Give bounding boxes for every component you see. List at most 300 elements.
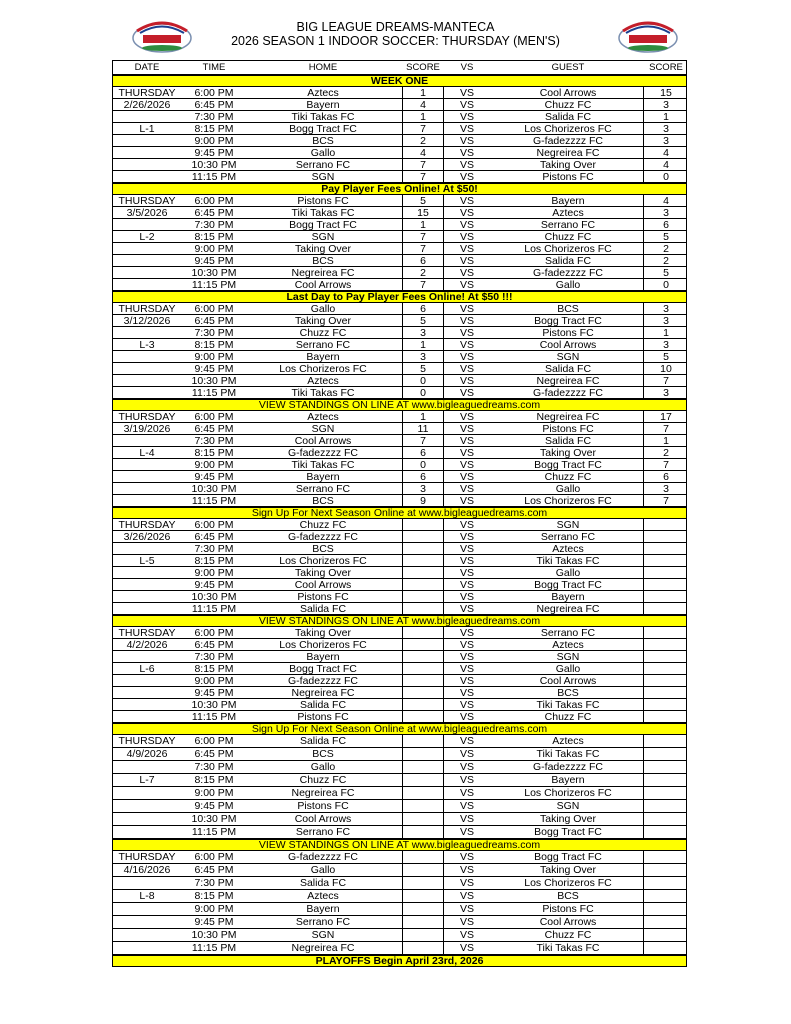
game-row xyxy=(112,363,687,375)
page-subtitle: 2026 SEASON 1 INDOOR SOCCER: THURSDAY (MEN'S) xyxy=(231,34,560,48)
guest-score: 0 xyxy=(663,279,669,291)
guest-team: Chuzz FC xyxy=(544,711,592,723)
game-row xyxy=(112,159,687,171)
vs-label: VS xyxy=(459,279,475,291)
home-team: Salida FC xyxy=(299,603,347,615)
guest-team: Bogg Tract FC xyxy=(534,826,602,838)
game-time: 9:00 PM xyxy=(194,243,234,255)
section-banner xyxy=(112,615,687,627)
vs-label: VS xyxy=(459,916,475,928)
game-time: 6:00 PM xyxy=(194,411,234,423)
game-time: 9:00 PM xyxy=(194,787,234,799)
game-row xyxy=(112,942,687,955)
home-score: 1 xyxy=(420,87,426,99)
home-score: 9 xyxy=(420,495,426,507)
playoffs-banner xyxy=(112,955,687,967)
guest-team: Serrano FC xyxy=(540,627,596,639)
game-time: 11:15 PM xyxy=(191,279,237,291)
section-banner xyxy=(112,399,687,411)
game-day: THURSDAY xyxy=(118,627,176,639)
home-score-box xyxy=(402,675,444,687)
game-row xyxy=(112,531,687,543)
game-date: 2/26/2026 xyxy=(123,99,171,111)
guest-team: SGN xyxy=(556,651,580,663)
home-score-box xyxy=(402,627,444,639)
guest-team: Los Chorizeros FC xyxy=(524,123,612,135)
home-score: 3 xyxy=(420,327,426,339)
banner-text: PLAYOFFS Begin April 23rd, 2026 xyxy=(315,955,484,967)
col-time: TIME xyxy=(202,62,226,73)
guest-team: Gallo xyxy=(555,483,581,495)
home-team: Serrano FC xyxy=(295,916,351,928)
home-score-box xyxy=(402,687,444,699)
guest-score-box xyxy=(643,543,689,555)
game-row xyxy=(112,147,687,159)
home-score-box xyxy=(402,639,444,651)
guest-team: Los Chorizeros FC xyxy=(524,877,612,889)
game-row xyxy=(112,495,687,507)
vs-label: VS xyxy=(459,435,475,447)
vs-label: VS xyxy=(459,495,475,507)
home-team: Salida FC xyxy=(299,699,347,711)
guest-score: 5 xyxy=(663,351,669,363)
vs-label: VS xyxy=(459,864,475,876)
week-label: L-5 xyxy=(139,555,155,567)
game-time: 9:45 PM xyxy=(194,800,234,812)
home-team: Taking Over xyxy=(294,567,352,579)
game-row xyxy=(112,916,687,929)
game-row xyxy=(112,591,687,603)
game-row xyxy=(112,315,687,327)
guest-score: 2 xyxy=(663,255,669,267)
home-team: Gallo xyxy=(310,147,336,159)
game-time: 11:15 PM xyxy=(191,171,237,183)
vs-label: VS xyxy=(459,363,475,375)
guest-score-box xyxy=(643,519,689,531)
guest-team: G-fadezzzz FC xyxy=(532,387,604,399)
guest-team: Bayern xyxy=(551,195,585,207)
guest-score-box xyxy=(643,800,689,813)
vs-label: VS xyxy=(459,675,475,687)
home-score-box xyxy=(402,851,444,864)
schedule-table xyxy=(112,60,687,967)
guest-team: Gallo xyxy=(555,279,581,291)
home-team: Tiki Takas FC xyxy=(291,387,355,399)
guest-team: G-fadezzzz FC xyxy=(532,761,604,773)
vs-label: VS xyxy=(459,826,475,838)
guest-team: Bayern xyxy=(551,774,585,786)
guest-team: Negreirea FC xyxy=(536,147,600,159)
game-time: 9:45 PM xyxy=(194,363,234,375)
home-team: Bogg Tract FC xyxy=(289,219,357,231)
game-row xyxy=(112,735,687,748)
vs-label: VS xyxy=(459,111,475,123)
home-team: Serrano FC xyxy=(295,159,351,171)
guest-team: Los Chorizeros FC xyxy=(524,787,612,799)
home-score: 11 xyxy=(417,423,429,435)
home-score: 6 xyxy=(420,303,426,315)
guest-team: Tiki Takas FC xyxy=(536,748,600,760)
guest-team: Negreirea FC xyxy=(536,375,600,387)
guest-team: Aztecs xyxy=(552,735,584,747)
vs-label: VS xyxy=(459,483,475,495)
game-time: 10:30 PM xyxy=(191,159,237,171)
game-date: 4/16/2026 xyxy=(123,864,171,876)
game-time: 7:30 PM xyxy=(194,543,234,555)
guest-score-box xyxy=(643,687,689,699)
game-time: 6:45 PM xyxy=(194,315,234,327)
guest-score-box xyxy=(643,591,689,603)
guest-team: Tiki Takas FC xyxy=(536,699,600,711)
home-score-box xyxy=(402,651,444,663)
game-row xyxy=(112,243,687,255)
guest-team: Salida FC xyxy=(544,435,592,447)
home-team: BCS xyxy=(312,748,334,760)
game-row xyxy=(112,567,687,579)
guest-score: 4 xyxy=(663,147,669,159)
home-team: Los Chorizeros FC xyxy=(279,555,367,567)
game-time: 10:30 PM xyxy=(191,375,237,387)
home-team: Gallo xyxy=(310,864,336,876)
game-row xyxy=(112,864,687,877)
guest-score-box xyxy=(643,579,689,591)
guest-team: Bogg Tract FC xyxy=(534,579,602,591)
game-time: 6:00 PM xyxy=(194,195,234,207)
week-label: L-1 xyxy=(139,123,155,135)
home-score-box xyxy=(402,555,444,567)
home-score: 0 xyxy=(420,387,426,399)
col-guest-score: SCORE xyxy=(649,62,683,73)
home-team: Chuzz FC xyxy=(299,327,347,339)
column-header-row xyxy=(112,60,687,75)
guest-team: Bayern xyxy=(551,591,585,603)
home-team: G-fadezzzz FC xyxy=(287,447,359,459)
guest-team: Cool Arrows xyxy=(539,87,597,99)
home-team: Taking Over xyxy=(294,315,352,327)
vs-label: VS xyxy=(459,531,475,543)
guest-team: Chuzz FC xyxy=(544,231,592,243)
guest-score: 6 xyxy=(663,471,669,483)
home-score-box xyxy=(402,877,444,890)
guest-score-box xyxy=(643,929,689,942)
section-banner xyxy=(112,75,687,87)
vs-label: VS xyxy=(459,579,475,591)
guest-score: 3 xyxy=(663,303,669,315)
guest-team: Pistons FC xyxy=(542,903,594,915)
home-score: 7 xyxy=(420,435,426,447)
game-time: 6:45 PM xyxy=(194,639,234,651)
game-row xyxy=(112,711,687,723)
home-team: SGN xyxy=(311,171,335,183)
section-banner xyxy=(112,291,687,303)
guest-score: 7 xyxy=(663,495,669,507)
guest-score-box xyxy=(643,787,689,800)
game-time: 6:00 PM xyxy=(194,519,234,531)
home-team: Tiki Takas FC xyxy=(291,207,355,219)
game-time: 8:15 PM xyxy=(194,447,234,459)
vs-label: VS xyxy=(459,207,475,219)
guest-score-box xyxy=(643,916,689,929)
game-row xyxy=(112,255,687,267)
game-row xyxy=(112,603,687,615)
game-time: 7:30 PM xyxy=(194,651,234,663)
guest-team: Pistons FC xyxy=(542,171,594,183)
home-score-box xyxy=(402,890,444,903)
home-score-box xyxy=(402,787,444,800)
game-row xyxy=(112,800,687,813)
home-score-box xyxy=(402,813,444,826)
home-score: 1 xyxy=(420,219,426,231)
game-time: 9:45 PM xyxy=(194,471,234,483)
game-row xyxy=(112,111,687,123)
vs-label: VS xyxy=(459,800,475,812)
game-time: 7:30 PM xyxy=(194,219,234,231)
game-date: 3/26/2026 xyxy=(123,531,171,543)
guest-score-box xyxy=(643,877,689,890)
guest-team: Salida FC xyxy=(544,255,592,267)
game-time: 8:15 PM xyxy=(194,890,234,902)
guest-team: Taking Over xyxy=(539,813,597,825)
game-row xyxy=(112,627,687,639)
guest-score: 3 xyxy=(663,387,669,399)
guest-score-box xyxy=(643,651,689,663)
game-row xyxy=(112,207,687,219)
home-score: 4 xyxy=(420,147,426,159)
game-time: 6:45 PM xyxy=(194,748,234,760)
home-score: 2 xyxy=(420,135,426,147)
game-row xyxy=(112,267,687,279)
game-time: 9:00 PM xyxy=(194,459,234,471)
home-score: 0 xyxy=(420,375,426,387)
home-team: Negreirea FC xyxy=(291,942,355,954)
vs-label: VS xyxy=(459,851,475,863)
home-score-box xyxy=(402,567,444,579)
game-time: 8:15 PM xyxy=(194,774,234,786)
home-team: Bayern xyxy=(306,99,340,111)
game-row xyxy=(112,579,687,591)
home-team: Negreirea FC xyxy=(291,787,355,799)
col-home: HOME xyxy=(308,62,338,73)
game-row xyxy=(112,375,687,387)
home-team: BCS xyxy=(312,543,334,555)
guest-team: Aztecs xyxy=(552,639,584,651)
guest-score: 10 xyxy=(660,363,672,375)
game-row xyxy=(112,687,687,699)
guest-score: 2 xyxy=(663,447,669,459)
banner-text: VIEW STANDINGS ON LINE AT www.bigleaguedreams.com xyxy=(258,615,541,627)
col-date: DATE xyxy=(134,62,160,73)
home-team: Serrano FC xyxy=(295,483,351,495)
home-team: Negreirea FC xyxy=(291,687,355,699)
col-score: SCORE xyxy=(406,62,440,73)
home-team: Cool Arrows xyxy=(294,435,352,447)
guest-team: Negreirea FC xyxy=(536,411,600,423)
guest-team: Bogg Tract FC xyxy=(534,315,602,327)
game-row xyxy=(112,351,687,363)
vs-label: VS xyxy=(459,447,475,459)
guest-team: Cool Arrows xyxy=(539,339,597,351)
home-score: 7 xyxy=(420,159,426,171)
vs-label: VS xyxy=(459,411,475,423)
home-score: 6 xyxy=(420,471,426,483)
game-time: 6:45 PM xyxy=(194,207,234,219)
guest-score-box xyxy=(643,531,689,543)
home-team: Taking Over xyxy=(294,243,352,255)
game-date: 3/12/2026 xyxy=(123,315,171,327)
vs-label: VS xyxy=(459,877,475,889)
guest-score: 3 xyxy=(663,339,669,351)
game-row xyxy=(112,813,687,826)
home-score-box xyxy=(402,774,444,787)
home-team: Serrano FC xyxy=(295,826,351,838)
home-score-box xyxy=(402,579,444,591)
vs-label: VS xyxy=(459,459,475,471)
game-date: 4/2/2026 xyxy=(126,639,168,651)
game-row xyxy=(112,303,687,315)
home-score: 1 xyxy=(420,411,426,423)
home-team: Negreirea FC xyxy=(291,267,355,279)
game-time: 7:30 PM xyxy=(194,877,234,889)
game-time: 10:30 PM xyxy=(191,699,237,711)
guest-team: Aztecs xyxy=(552,543,584,555)
home-team: SGN xyxy=(311,423,335,435)
guest-score: 3 xyxy=(663,315,669,327)
home-team: Salida FC xyxy=(299,735,347,747)
game-row xyxy=(112,787,687,800)
home-team: Pistons FC xyxy=(297,800,349,812)
home-score-box xyxy=(402,864,444,877)
guest-team: Taking Over xyxy=(539,447,597,459)
guest-score-box xyxy=(643,675,689,687)
game-row xyxy=(112,123,687,135)
game-time: 11:15 PM xyxy=(191,826,237,838)
home-score-box xyxy=(402,916,444,929)
vs-label: VS xyxy=(459,267,475,279)
game-day: THURSDAY xyxy=(118,303,176,315)
home-score: 15 xyxy=(417,207,429,219)
guest-score: 7 xyxy=(663,423,669,435)
guest-score: 1 xyxy=(663,327,669,339)
week-label: L-7 xyxy=(139,774,155,786)
vs-label: VS xyxy=(459,603,475,615)
home-score: 1 xyxy=(420,111,426,123)
guest-score-box xyxy=(643,942,689,955)
game-time: 6:45 PM xyxy=(194,423,234,435)
guest-team: Pistons FC xyxy=(542,423,594,435)
game-row xyxy=(112,663,687,675)
game-time: 7:30 PM xyxy=(194,761,234,773)
guest-team: BCS xyxy=(557,687,579,699)
game-time: 6:45 PM xyxy=(194,99,234,111)
game-time: 9:00 PM xyxy=(194,903,234,915)
game-row xyxy=(112,748,687,761)
vs-label: VS xyxy=(459,327,475,339)
game-row xyxy=(112,543,687,555)
home-score: 7 xyxy=(420,243,426,255)
vs-label: VS xyxy=(459,687,475,699)
guest-score-box xyxy=(643,663,689,675)
guest-score-box xyxy=(643,627,689,639)
guest-score: 6 xyxy=(663,219,669,231)
home-team: Los Chorizeros FC xyxy=(279,363,367,375)
game-time: 10:30 PM xyxy=(191,591,237,603)
home-score: 7 xyxy=(420,279,426,291)
game-time: 6:00 PM xyxy=(194,735,234,747)
home-team: Tiki Takas FC xyxy=(291,111,355,123)
home-score: 2 xyxy=(420,267,426,279)
game-time: 9:45 PM xyxy=(194,579,234,591)
vs-label: VS xyxy=(459,903,475,915)
home-team: Bayern xyxy=(306,651,340,663)
guest-team: Aztecs xyxy=(552,207,584,219)
home-team: Pistons FC xyxy=(297,711,349,723)
game-row xyxy=(112,774,687,787)
game-time: 10:30 PM xyxy=(191,813,237,825)
game-time: 6:00 PM xyxy=(194,627,234,639)
game-time: 9:45 PM xyxy=(194,255,234,267)
vs-label: VS xyxy=(459,711,475,723)
vs-label: VS xyxy=(459,761,475,773)
game-row xyxy=(112,675,687,687)
banner-text: VIEW STANDINGS ON LINE AT www.bigleaguedreams.com xyxy=(258,839,541,851)
vs-label: VS xyxy=(459,135,475,147)
home-team: Aztecs xyxy=(307,375,339,387)
home-team: G-fadezzzz FC xyxy=(287,851,359,863)
vs-label: VS xyxy=(459,942,475,954)
home-score: 6 xyxy=(420,447,426,459)
home-score-box xyxy=(402,942,444,955)
game-date: 4/9/2026 xyxy=(126,748,168,760)
game-row xyxy=(112,279,687,291)
vs-label: VS xyxy=(459,423,475,435)
vs-label: VS xyxy=(459,555,475,567)
guest-team: Chuzz FC xyxy=(544,471,592,483)
game-row xyxy=(112,459,687,471)
home-score-box xyxy=(402,591,444,603)
game-row xyxy=(112,890,687,903)
section-banner xyxy=(112,723,687,735)
vs-label: VS xyxy=(459,639,475,651)
game-row xyxy=(112,135,687,147)
game-row xyxy=(112,195,687,207)
vs-label: VS xyxy=(459,195,475,207)
vs-label: VS xyxy=(459,231,475,243)
home-team: Gallo xyxy=(310,303,336,315)
home-team: Bogg Tract FC xyxy=(289,123,357,135)
game-row xyxy=(112,339,687,351)
home-score-box xyxy=(402,519,444,531)
vs-label: VS xyxy=(459,735,475,747)
week-label: L-3 xyxy=(139,339,155,351)
home-score: 7 xyxy=(420,171,426,183)
vs-label: VS xyxy=(459,123,475,135)
guest-team: Serrano FC xyxy=(540,219,596,231)
game-time: 6:45 PM xyxy=(194,864,234,876)
guest-team: Bogg Tract FC xyxy=(534,459,602,471)
game-row xyxy=(112,639,687,651)
home-score-box xyxy=(402,903,444,916)
guest-team: Gallo xyxy=(555,567,581,579)
game-date: 3/19/2026 xyxy=(123,423,171,435)
guest-score-box xyxy=(643,567,689,579)
home-score-box xyxy=(402,826,444,839)
game-time: 10:30 PM xyxy=(191,483,237,495)
game-time: 9:45 PM xyxy=(194,687,234,699)
home-team: Bayern xyxy=(306,471,340,483)
game-time: 9:00 PM xyxy=(194,567,234,579)
guest-team: Tiki Takas FC xyxy=(536,942,600,954)
home-score: 7 xyxy=(420,123,426,135)
